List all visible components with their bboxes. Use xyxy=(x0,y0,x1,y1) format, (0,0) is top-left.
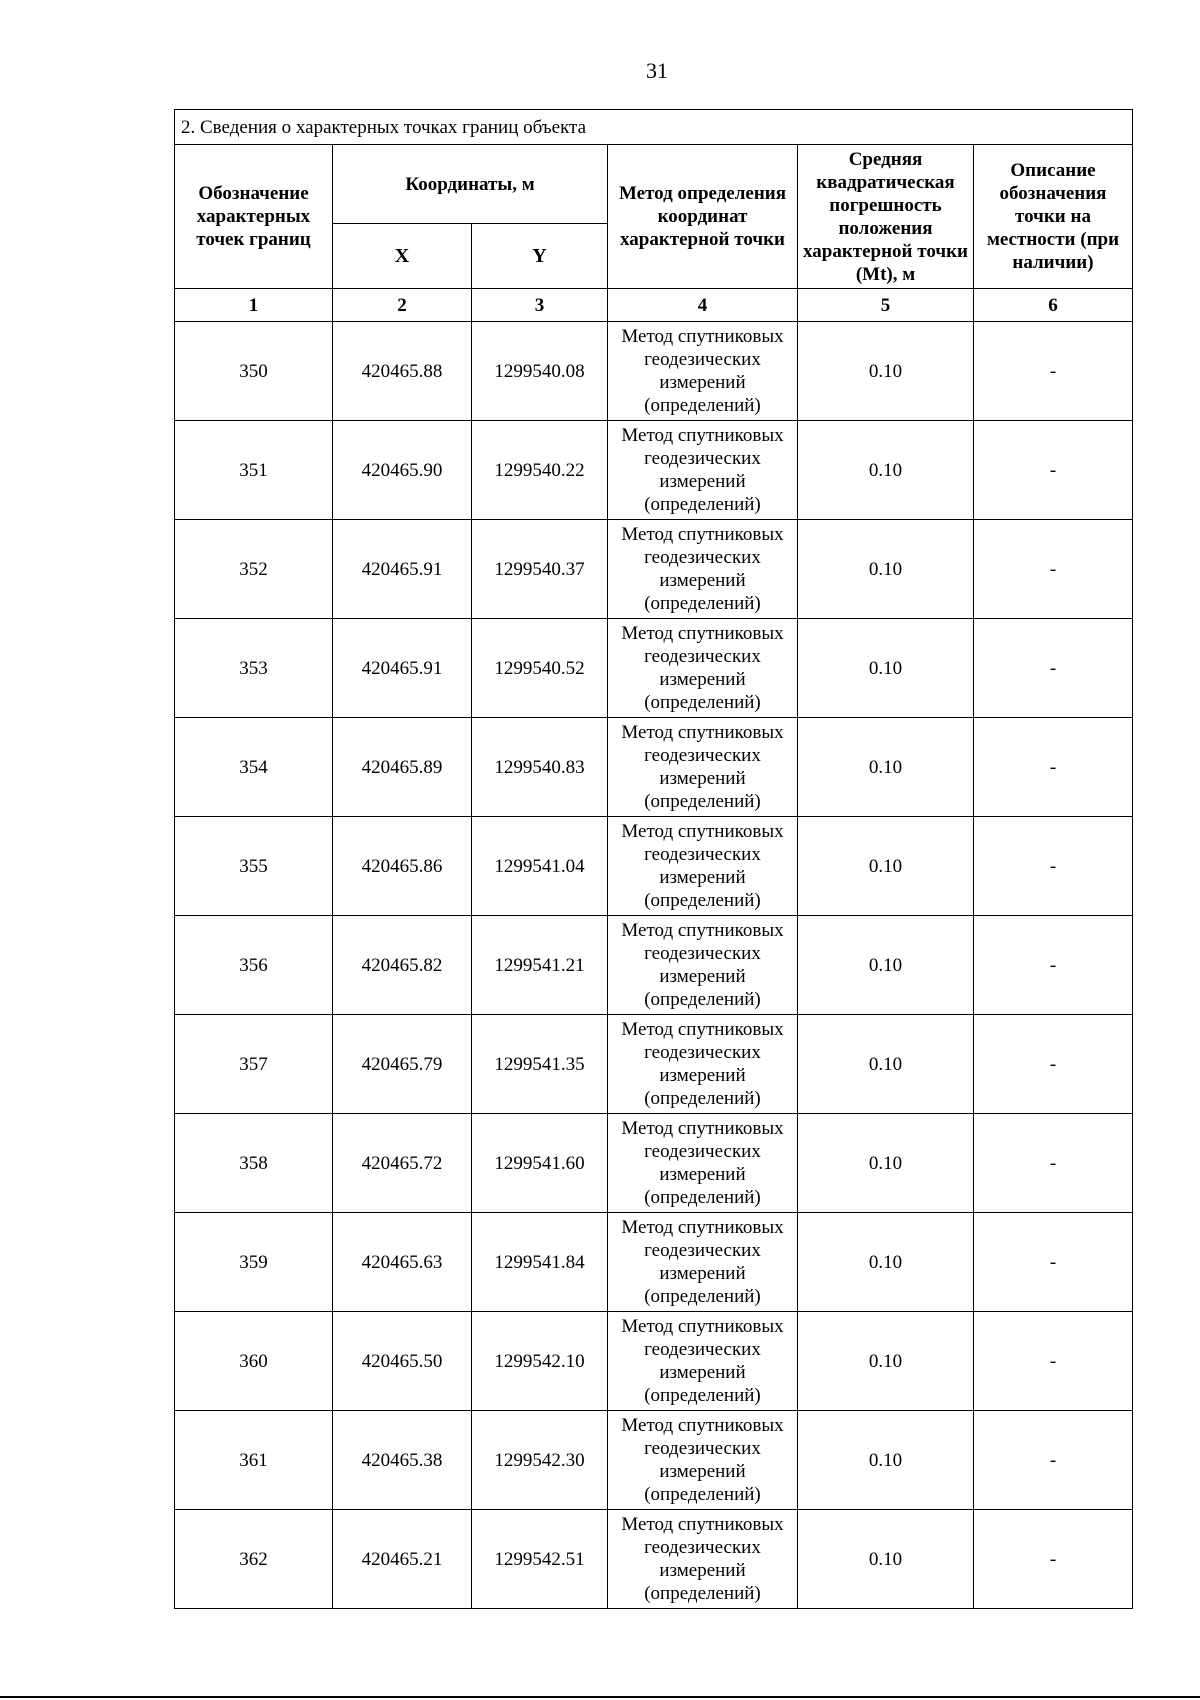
method-cell: Метод спутниковых геодезических измерений (определений) xyxy=(608,817,798,916)
y-coordinate-cell: 1299541.84 xyxy=(472,1213,608,1312)
mt-error-cell: 0.10 xyxy=(798,322,974,421)
mt-error-cell: 0.10 xyxy=(798,619,974,718)
description-cell: - xyxy=(974,1411,1133,1510)
y-coordinate-cell: 1299542.30 xyxy=(472,1411,608,1510)
x-coordinate-cell: 420465.21 xyxy=(333,1510,472,1609)
point-cell: 357 xyxy=(175,1015,333,1114)
description-cell: - xyxy=(974,1510,1133,1609)
column-number: 3 xyxy=(472,289,608,322)
mt-error-cell: 0.10 xyxy=(798,817,974,916)
table-row xyxy=(175,916,1133,1015)
column-number-row xyxy=(175,289,1133,322)
header-method: Метод определения координат характерной точки xyxy=(608,145,798,289)
x-coordinate-cell: 420465.86 xyxy=(333,817,472,916)
table-row xyxy=(175,1411,1133,1510)
mt-error-cell: 0.10 xyxy=(798,520,974,619)
table-row xyxy=(175,520,1133,619)
y-coordinate-cell: 1299542.51 xyxy=(472,1510,608,1609)
point-cell: 352 xyxy=(175,520,333,619)
column-number: 5 xyxy=(798,289,974,322)
method-cell: Метод спутниковых геодезических измерений (определений) xyxy=(608,1114,798,1213)
x-coordinate-cell: 420465.72 xyxy=(333,1114,472,1213)
point-cell: 351 xyxy=(175,421,333,520)
x-coordinate-cell: 420465.90 xyxy=(333,421,472,520)
header-coordinates: Координаты, м xyxy=(333,145,608,224)
y-coordinate-cell: 1299541.35 xyxy=(472,1015,608,1114)
y-coordinate-cell: 1299541.21 xyxy=(472,916,608,1015)
y-coordinate-cell: 1299541.04 xyxy=(472,817,608,916)
x-coordinate-cell: 420465.82 xyxy=(333,916,472,1015)
header-y: Y xyxy=(472,224,608,289)
method-cell: Метод спутниковых геодезических измерений (определений) xyxy=(608,1411,798,1510)
y-coordinate-cell: 1299542.10 xyxy=(472,1312,608,1411)
boundary-points-table xyxy=(174,109,1133,1609)
mt-error-cell: 0.10 xyxy=(798,1510,974,1609)
point-cell: 350 xyxy=(175,322,333,421)
x-coordinate-cell: 420465.89 xyxy=(333,718,472,817)
table-row xyxy=(175,619,1133,718)
description-cell: - xyxy=(974,916,1133,1015)
description-cell: - xyxy=(974,1312,1133,1411)
header-x: X xyxy=(333,224,472,289)
point-cell: 356 xyxy=(175,916,333,1015)
table-row xyxy=(175,1510,1133,1609)
method-cell: Метод спутниковых геодезических измерений (определений) xyxy=(608,916,798,1015)
description-cell: - xyxy=(974,718,1133,817)
page-bottom-rule xyxy=(0,1696,1200,1698)
y-coordinate-cell: 1299540.22 xyxy=(472,421,608,520)
point-cell: 360 xyxy=(175,1312,333,1411)
point-cell: 361 xyxy=(175,1411,333,1510)
table-row xyxy=(175,1312,1133,1411)
mt-error-cell: 0.10 xyxy=(798,718,974,817)
method-cell: Метод спутниковых геодезических измерений (определений) xyxy=(608,1015,798,1114)
column-number: 4 xyxy=(608,289,798,322)
description-cell: - xyxy=(974,1213,1133,1312)
table-row xyxy=(175,1213,1133,1312)
header-point-designation: Обозначение характерных точек границ xyxy=(175,145,333,289)
mt-error-cell: 0.10 xyxy=(798,1114,974,1213)
table-body xyxy=(175,322,1133,1609)
y-coordinate-cell: 1299540.37 xyxy=(472,520,608,619)
method-cell: Метод спутниковых геодезических измерений (определений) xyxy=(608,520,798,619)
page-number: 31 xyxy=(646,58,668,83)
x-coordinate-cell: 420465.91 xyxy=(333,619,472,718)
method-cell: Метод спутниковых геодезических измерений (определений) xyxy=(608,1312,798,1411)
mt-error-cell: 0.10 xyxy=(798,1015,974,1114)
table-row xyxy=(175,322,1133,421)
description-cell: - xyxy=(974,1015,1133,1114)
x-coordinate-cell: 420465.91 xyxy=(333,520,472,619)
mt-error-cell: 0.10 xyxy=(798,1411,974,1510)
x-coordinate-cell: 420465.88 xyxy=(333,322,472,421)
y-coordinate-cell: 1299540.52 xyxy=(472,619,608,718)
method-cell: Метод спутниковых геодезических измерений (определений) xyxy=(608,718,798,817)
point-cell: 354 xyxy=(175,718,333,817)
x-coordinate-cell: 420465.79 xyxy=(333,1015,472,1114)
x-coordinate-cell: 420465.63 xyxy=(333,1213,472,1312)
point-cell: 355 xyxy=(175,817,333,916)
mt-error-cell: 0.10 xyxy=(798,916,974,1015)
description-cell: - xyxy=(974,520,1133,619)
method-cell: Метод спутниковых геодезических измерений (определений) xyxy=(608,1213,798,1312)
method-cell: Метод спутниковых геодезических измерений (определений) xyxy=(608,421,798,520)
header-point-description: Описание обозначения точки на местности (при наличии) xyxy=(974,145,1133,289)
method-cell: Метод спутниковых геодезических измерений (определений) xyxy=(608,619,798,718)
point-cell: 362 xyxy=(175,1510,333,1609)
header-mean-square-error: Средняя квадратическая погрешность положения характерной точки (Mt), м xyxy=(798,145,974,289)
description-cell: - xyxy=(974,322,1133,421)
table-row xyxy=(175,1015,1133,1114)
section-title: 2. Сведения о характерных точках границ объекта xyxy=(175,110,1133,145)
y-coordinate-cell: 1299540.08 xyxy=(472,322,608,421)
description-cell: - xyxy=(974,421,1133,520)
point-cell: 358 xyxy=(175,1114,333,1213)
x-coordinate-cell: 420465.50 xyxy=(333,1312,472,1411)
column-number: 6 xyxy=(974,289,1133,322)
x-coordinate-cell: 420465.38 xyxy=(333,1411,472,1510)
method-cell: Метод спутниковых геодезических измерений (определений) xyxy=(608,322,798,421)
point-cell: 359 xyxy=(175,1213,333,1312)
description-cell: - xyxy=(974,1114,1133,1213)
description-cell: - xyxy=(974,817,1133,916)
table-row xyxy=(175,1114,1133,1213)
mt-error-cell: 0.10 xyxy=(798,421,974,520)
table-row xyxy=(175,817,1133,916)
mt-error-cell: 0.10 xyxy=(798,1312,974,1411)
column-number: 2 xyxy=(333,289,472,322)
y-coordinate-cell: 1299540.83 xyxy=(472,718,608,817)
y-coordinate-cell: 1299541.60 xyxy=(472,1114,608,1213)
column-number: 1 xyxy=(175,289,333,322)
point-cell: 353 xyxy=(175,619,333,718)
table-row xyxy=(175,421,1133,520)
method-cell: Метод спутниковых геодезических измерений (определений) xyxy=(608,1510,798,1609)
table-row xyxy=(175,718,1133,817)
mt-error-cell: 0.10 xyxy=(798,1213,974,1312)
description-cell: - xyxy=(974,619,1133,718)
